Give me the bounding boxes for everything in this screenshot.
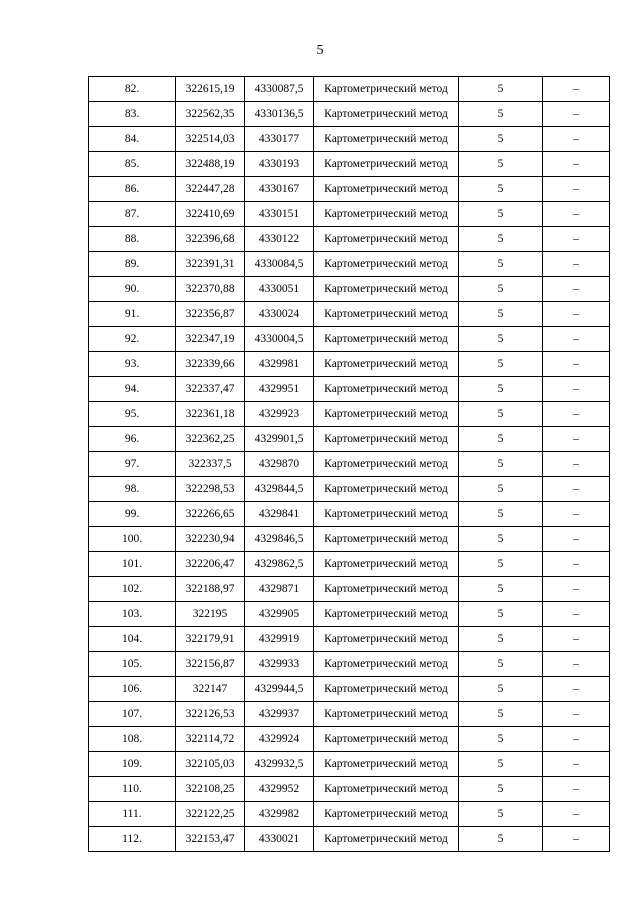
method-cell: Картометрический метод	[314, 402, 459, 427]
method-cell: Картометрический метод	[314, 577, 459, 602]
table-row	[89, 502, 610, 527]
y-coordinate-cell: 4329870	[245, 452, 314, 477]
note-cell: –	[543, 402, 610, 427]
x-coordinate-cell: 322337,47	[176, 377, 245, 402]
note-cell: –	[543, 302, 610, 327]
y-coordinate-cell: 4329982	[245, 802, 314, 827]
accuracy-cell: 5	[459, 302, 543, 327]
method-cell: Картометрический метод	[314, 127, 459, 152]
x-coordinate-cell: 322337,5	[176, 452, 245, 477]
accuracy-cell: 5	[459, 377, 543, 402]
table-row	[89, 652, 610, 677]
x-coordinate-cell: 322615,19	[176, 77, 245, 102]
table-row	[89, 177, 610, 202]
table-row	[89, 377, 610, 402]
note-cell: –	[543, 377, 610, 402]
point-number-cell: 110.	[89, 777, 176, 802]
table-row	[89, 452, 610, 477]
table-row	[89, 702, 610, 727]
y-coordinate-cell: 4330024	[245, 302, 314, 327]
note-cell: –	[543, 177, 610, 202]
note-cell: –	[543, 602, 610, 627]
method-cell: Картометрический метод	[314, 302, 459, 327]
method-cell: Картометрический метод	[314, 452, 459, 477]
accuracy-cell: 5	[459, 602, 543, 627]
table-row	[89, 477, 610, 502]
accuracy-cell: 5	[459, 702, 543, 727]
note-cell: –	[543, 502, 610, 527]
note-cell: –	[543, 802, 610, 827]
table-row	[89, 302, 610, 327]
table-row	[89, 552, 610, 577]
accuracy-cell: 5	[459, 827, 543, 852]
y-coordinate-cell: 4330087,5	[245, 77, 314, 102]
accuracy-cell: 5	[459, 552, 543, 577]
point-number-cell: 88.	[89, 227, 176, 252]
table-row	[89, 427, 610, 452]
method-cell: Картометрический метод	[314, 777, 459, 802]
y-coordinate-cell: 4330122	[245, 227, 314, 252]
table-row	[89, 727, 610, 752]
accuracy-cell: 5	[459, 177, 543, 202]
note-cell: –	[543, 527, 610, 552]
accuracy-cell: 5	[459, 227, 543, 252]
note-cell: –	[543, 202, 610, 227]
note-cell: –	[543, 352, 610, 377]
y-coordinate-cell: 4330167	[245, 177, 314, 202]
method-cell: Картометрический метод	[314, 202, 459, 227]
y-coordinate-cell: 4329844,5	[245, 477, 314, 502]
method-cell: Картометрический метод	[314, 327, 459, 352]
x-coordinate-cell: 322362,25	[176, 427, 245, 452]
note-cell: –	[543, 677, 610, 702]
note-cell: –	[543, 77, 610, 102]
method-cell: Картометрический метод	[314, 827, 459, 852]
x-coordinate-cell: 322298,53	[176, 477, 245, 502]
accuracy-cell: 5	[459, 777, 543, 802]
x-coordinate-cell: 322195	[176, 602, 245, 627]
point-number-cell: 90.	[89, 277, 176, 302]
method-cell: Картометрический метод	[314, 702, 459, 727]
note-cell: –	[543, 427, 610, 452]
accuracy-cell: 5	[459, 452, 543, 477]
y-coordinate-cell: 4330193	[245, 152, 314, 177]
table-row	[89, 527, 610, 552]
y-coordinate-cell: 4329932,5	[245, 752, 314, 777]
x-coordinate-cell: 322230,94	[176, 527, 245, 552]
note-cell: –	[543, 652, 610, 677]
note-cell: –	[543, 627, 610, 652]
method-cell: Картометрический метод	[314, 477, 459, 502]
note-cell: –	[543, 727, 610, 752]
point-number-cell: 100.	[89, 527, 176, 552]
note-cell: –	[543, 227, 610, 252]
y-coordinate-cell: 4329871	[245, 577, 314, 602]
y-coordinate-cell: 4330084,5	[245, 252, 314, 277]
y-coordinate-cell: 4330151	[245, 202, 314, 227]
accuracy-cell: 5	[459, 427, 543, 452]
x-coordinate-cell: 322410,69	[176, 202, 245, 227]
x-coordinate-cell: 322108,25	[176, 777, 245, 802]
y-coordinate-cell: 4329952	[245, 777, 314, 802]
x-coordinate-cell: 322488,19	[176, 152, 245, 177]
point-number-cell: 87.	[89, 202, 176, 227]
accuracy-cell: 5	[459, 202, 543, 227]
point-number-cell: 91.	[89, 302, 176, 327]
point-number-cell: 85.	[89, 152, 176, 177]
x-coordinate-cell: 322179,91	[176, 627, 245, 652]
accuracy-cell: 5	[459, 327, 543, 352]
x-coordinate-cell: 322391,31	[176, 252, 245, 277]
point-number-cell: 112.	[89, 827, 176, 852]
method-cell: Картометрический метод	[314, 427, 459, 452]
table-row	[89, 602, 610, 627]
y-coordinate-cell: 4329862,5	[245, 552, 314, 577]
method-cell: Картометрический метод	[314, 627, 459, 652]
x-coordinate-cell: 322105,03	[176, 752, 245, 777]
y-coordinate-cell: 4330177	[245, 127, 314, 152]
y-coordinate-cell: 4329846,5	[245, 527, 314, 552]
table-row	[89, 327, 610, 352]
point-number-cell: 111.	[89, 802, 176, 827]
method-cell: Картометрический метод	[314, 102, 459, 127]
note-cell: –	[543, 327, 610, 352]
y-coordinate-cell: 4330051	[245, 277, 314, 302]
note-cell: –	[543, 827, 610, 852]
point-number-cell: 98.	[89, 477, 176, 502]
accuracy-cell: 5	[459, 127, 543, 152]
method-cell: Картометрический метод	[314, 152, 459, 177]
method-cell: Картометрический метод	[314, 652, 459, 677]
y-coordinate-cell: 4330021	[245, 827, 314, 852]
point-number-cell: 84.	[89, 127, 176, 152]
method-cell: Картометрический метод	[314, 252, 459, 277]
x-coordinate-cell: 322347,19	[176, 327, 245, 352]
point-number-cell: 102.	[89, 577, 176, 602]
table-row	[89, 77, 610, 102]
accuracy-cell: 5	[459, 502, 543, 527]
point-number-cell: 82.	[89, 77, 176, 102]
note-cell: –	[543, 127, 610, 152]
point-number-cell: 105.	[89, 652, 176, 677]
point-number-cell: 96.	[89, 427, 176, 452]
note-cell: –	[543, 152, 610, 177]
accuracy-cell: 5	[459, 77, 543, 102]
x-coordinate-cell: 322114,72	[176, 727, 245, 752]
table-row	[89, 402, 610, 427]
accuracy-cell: 5	[459, 752, 543, 777]
method-cell: Картометрический метод	[314, 552, 459, 577]
note-cell: –	[543, 777, 610, 802]
point-number-cell: 94.	[89, 377, 176, 402]
method-cell: Картометрический метод	[314, 727, 459, 752]
note-cell: –	[543, 702, 610, 727]
table-row	[89, 277, 610, 302]
accuracy-cell: 5	[459, 102, 543, 127]
point-number-cell: 86.	[89, 177, 176, 202]
y-coordinate-cell: 4329923	[245, 402, 314, 427]
point-number-cell: 92.	[89, 327, 176, 352]
accuracy-cell: 5	[459, 352, 543, 377]
note-cell: –	[543, 752, 610, 777]
note-cell: –	[543, 102, 610, 127]
table-row	[89, 127, 610, 152]
table-row	[89, 577, 610, 602]
table-row	[89, 677, 610, 702]
table-row	[89, 802, 610, 827]
y-coordinate-cell: 4329901,5	[245, 427, 314, 452]
accuracy-cell: 5	[459, 677, 543, 702]
y-coordinate-cell: 4329841	[245, 502, 314, 527]
method-cell: Картометрический метод	[314, 377, 459, 402]
y-coordinate-cell: 4329919	[245, 627, 314, 652]
table-body	[89, 77, 610, 852]
point-number-cell: 104.	[89, 627, 176, 652]
x-coordinate-cell: 322188,97	[176, 577, 245, 602]
accuracy-cell: 5	[459, 527, 543, 552]
point-number-cell: 101.	[89, 552, 176, 577]
point-number-cell: 99.	[89, 502, 176, 527]
y-coordinate-cell: 4329951	[245, 377, 314, 402]
x-coordinate-cell: 322339,66	[176, 352, 245, 377]
coordinates-table	[88, 76, 610, 852]
method-cell: Картометрический метод	[314, 502, 459, 527]
table-row	[89, 777, 610, 802]
point-number-cell: 108.	[89, 727, 176, 752]
y-coordinate-cell: 4329981	[245, 352, 314, 377]
accuracy-cell: 5	[459, 477, 543, 502]
x-coordinate-cell: 322266,65	[176, 502, 245, 527]
table-row	[89, 752, 610, 777]
x-coordinate-cell: 322122,25	[176, 802, 245, 827]
table-row	[89, 827, 610, 852]
method-cell: Картометрический метод	[314, 227, 459, 252]
method-cell: Картометрический метод	[314, 177, 459, 202]
point-number-cell: 93.	[89, 352, 176, 377]
accuracy-cell: 5	[459, 252, 543, 277]
point-number-cell: 97.	[89, 452, 176, 477]
method-cell: Картометрический метод	[314, 77, 459, 102]
point-number-cell: 107.	[89, 702, 176, 727]
method-cell: Картометрический метод	[314, 752, 459, 777]
page-number: 5	[316, 43, 324, 58]
accuracy-cell: 5	[459, 727, 543, 752]
x-coordinate-cell: 322562,35	[176, 102, 245, 127]
y-coordinate-cell: 4329924	[245, 727, 314, 752]
accuracy-cell: 5	[459, 152, 543, 177]
y-coordinate-cell: 4329944,5	[245, 677, 314, 702]
note-cell: –	[543, 477, 610, 502]
table-row	[89, 227, 610, 252]
x-coordinate-cell: 322447,28	[176, 177, 245, 202]
note-cell: –	[543, 277, 610, 302]
point-number-cell: 89.	[89, 252, 176, 277]
point-number-cell: 106.	[89, 677, 176, 702]
y-coordinate-cell: 4329937	[245, 702, 314, 727]
table-row	[89, 352, 610, 377]
x-coordinate-cell: 322153,47	[176, 827, 245, 852]
accuracy-cell: 5	[459, 577, 543, 602]
note-cell: –	[543, 552, 610, 577]
x-coordinate-cell: 322514,03	[176, 127, 245, 152]
table-row	[89, 102, 610, 127]
note-cell: –	[543, 452, 610, 477]
x-coordinate-cell: 322356,87	[176, 302, 245, 327]
table-row	[89, 202, 610, 227]
method-cell: Картометрический метод	[314, 677, 459, 702]
x-coordinate-cell: 322126,53	[176, 702, 245, 727]
method-cell: Картометрический метод	[314, 527, 459, 552]
point-number-cell: 103.	[89, 602, 176, 627]
method-cell: Картометрический метод	[314, 277, 459, 302]
table-row	[89, 627, 610, 652]
method-cell: Картометрический метод	[314, 352, 459, 377]
y-coordinate-cell: 4329933	[245, 652, 314, 677]
y-coordinate-cell: 4330136,5	[245, 102, 314, 127]
accuracy-cell: 5	[459, 277, 543, 302]
x-coordinate-cell: 322396,68	[176, 227, 245, 252]
table-row	[89, 152, 610, 177]
point-number-cell: 95.	[89, 402, 176, 427]
table-row	[89, 252, 610, 277]
point-number-cell: 109.	[89, 752, 176, 777]
point-number-cell: 83.	[89, 102, 176, 127]
x-coordinate-cell: 322370,88	[176, 277, 245, 302]
y-coordinate-cell: 4330004,5	[245, 327, 314, 352]
x-coordinate-cell: 322361,18	[176, 402, 245, 427]
method-cell: Картометрический метод	[314, 602, 459, 627]
accuracy-cell: 5	[459, 627, 543, 652]
x-coordinate-cell: 322147	[176, 677, 245, 702]
y-coordinate-cell: 4329905	[245, 602, 314, 627]
note-cell: –	[543, 577, 610, 602]
x-coordinate-cell: 322206,47	[176, 552, 245, 577]
x-coordinate-cell: 322156,87	[176, 652, 245, 677]
note-cell: –	[543, 252, 610, 277]
method-cell: Картометрический метод	[314, 802, 459, 827]
accuracy-cell: 5	[459, 402, 543, 427]
accuracy-cell: 5	[459, 652, 543, 677]
accuracy-cell: 5	[459, 802, 543, 827]
